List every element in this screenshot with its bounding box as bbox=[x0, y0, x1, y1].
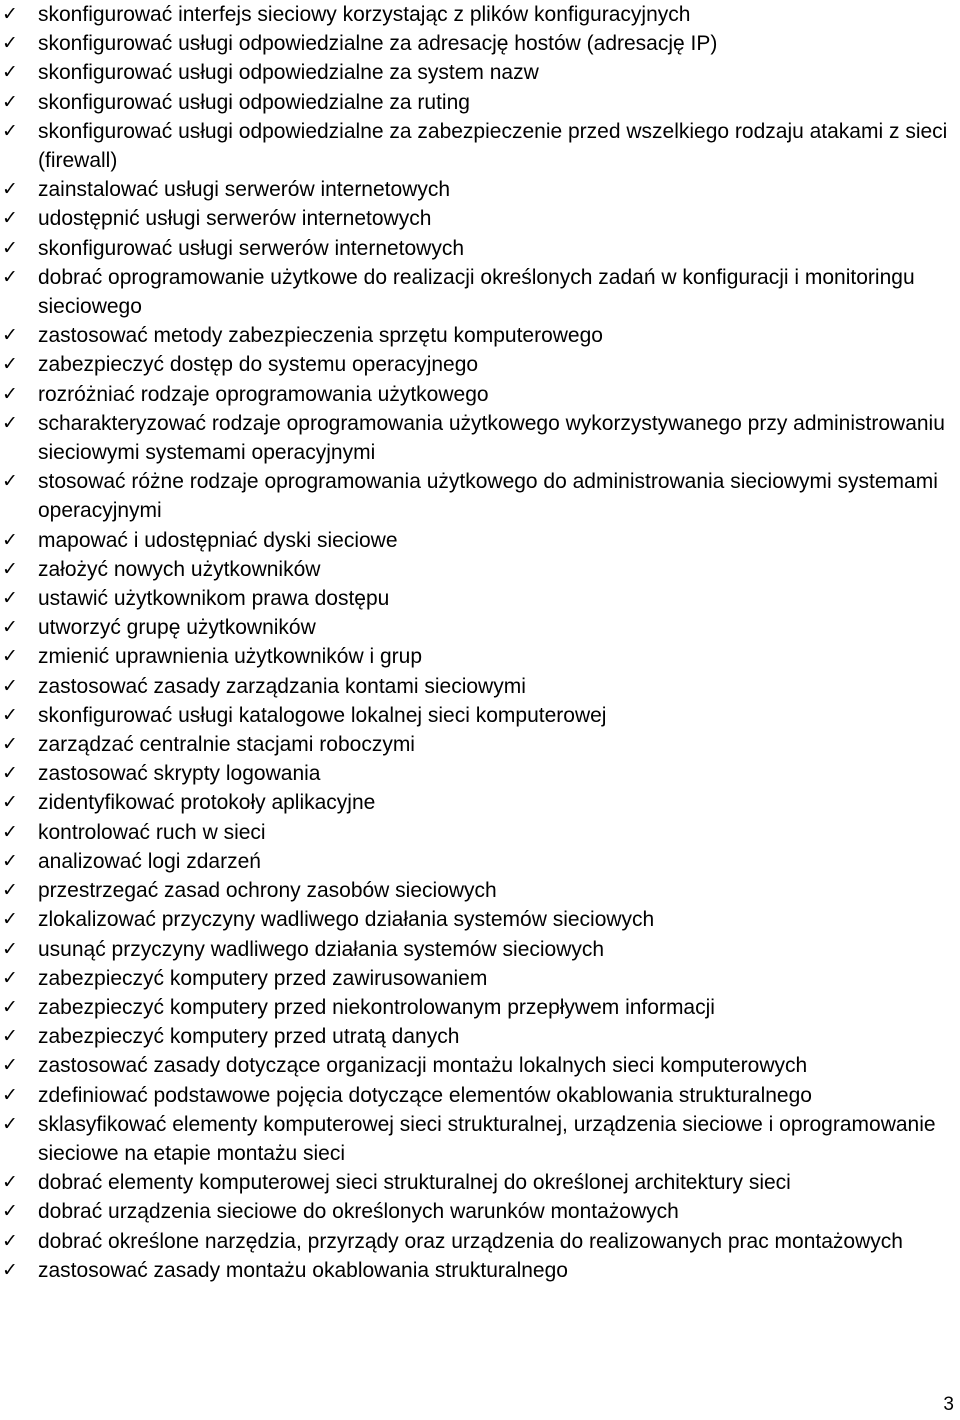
checklist-item-text: zabezpieczyć komputery przed niekontrolowanym przepływem informacji bbox=[38, 995, 715, 1019]
checklist-item-text: stosować różne rodzaje oprogramowania użytkowego do administrowania sieciowymi systemami operacyjnymi bbox=[38, 470, 938, 523]
checkmark-icon: ✓ bbox=[2, 382, 18, 405]
checklist-item-text: skonfigurować usługi odpowiedzialne za system nazw bbox=[38, 61, 539, 85]
checklist-item bbox=[0, 584, 960, 613]
checkmark-icon: ✓ bbox=[2, 820, 18, 843]
checkmark-icon: ✓ bbox=[2, 119, 18, 142]
checklist-item-text: skonfigurować interfejs sieciowy korzystając z plików konfiguracyjnych bbox=[38, 3, 691, 26]
checklist-item-text: sklasyfikować elementy komputerowej sieci strukturalnej, urządzenia sieciowe i oprogramowanie sieciowe na etapie montażu sieci bbox=[38, 1112, 936, 1165]
checklist-item-text: udostępnić usługi serwerów internetowych bbox=[38, 207, 432, 231]
checklist-item bbox=[0, 701, 960, 730]
checkmark-icon: ✓ bbox=[2, 1258, 18, 1281]
checklist-item bbox=[0, 204, 960, 233]
checklist-item-text: zastosować skrypty logowania bbox=[38, 762, 321, 786]
checkmark-icon: ✓ bbox=[2, 645, 18, 668]
checklist-item bbox=[0, 321, 960, 350]
checkmark-icon: ✓ bbox=[2, 1171, 18, 1194]
checkmark-icon: ✓ bbox=[2, 1025, 18, 1048]
checklist-item-text: dobrać elementy komputerowej sieci strukturalnej do określonej architektury sieci bbox=[38, 1171, 791, 1195]
checkmark-icon: ✓ bbox=[2, 1229, 18, 1252]
checkmark-icon: ✓ bbox=[2, 966, 18, 989]
checklist-item-text: zainstalować usługi serwerów internetowych bbox=[38, 178, 451, 202]
page-number: 3 bbox=[943, 1394, 954, 1415]
checklist-item bbox=[0, 759, 960, 788]
checklist-item-text: zabezpieczyć komputery przed utratą danych bbox=[38, 1025, 460, 1049]
checklist-item bbox=[0, 876, 960, 905]
checklist-item bbox=[0, 1051, 960, 1080]
checkmark-icon: ✓ bbox=[2, 265, 18, 288]
checklist-item-text: kontrolować ruch w sieci bbox=[38, 820, 266, 844]
checkmark-icon: ✓ bbox=[2, 937, 18, 960]
checkmark-icon: ✓ bbox=[2, 324, 18, 347]
checklist-item-text: zlokalizować przyczyny wadliwego działania systemów sieciowych bbox=[38, 908, 655, 932]
checkmark-icon: ✓ bbox=[2, 3, 18, 25]
checklist-item bbox=[0, 1110, 960, 1168]
checklist-item-text: dobrać określone narzędzia, przyrządy oraz urządzenia do realizowanych prac montażowych bbox=[38, 1229, 903, 1253]
checklist-item bbox=[0, 935, 960, 964]
checklist-item-text: dobrać oprogramowanie użytkowe do realizacji określonych zadań w konfiguracji i monitoringu sieciowego bbox=[38, 265, 915, 319]
checklist-item-text: analizować logi zdarzeń bbox=[38, 849, 261, 873]
checklist-item-text: skonfigurować usługi katalogowe lokalnej sieci komputerowej bbox=[38, 703, 607, 727]
checklist-item bbox=[0, 0, 960, 29]
checkmark-icon: ✓ bbox=[2, 1200, 18, 1223]
checklist-item bbox=[0, 555, 960, 584]
checklist-item-text: założyć nowych użytkowników bbox=[38, 557, 321, 581]
checklist-item bbox=[0, 58, 960, 87]
checkmark-icon: ✓ bbox=[2, 703, 18, 726]
checkmark-icon: ✓ bbox=[2, 733, 18, 756]
checklist-item-text: skonfigurować usługi odpowiedzialne za zabezpieczenie przed wszelkiego rodzaju atakami z sieci (firewall) bbox=[38, 119, 948, 173]
checklist-item-text: zastosować metody zabezpieczenia sprzętu komputerowego bbox=[38, 324, 603, 348]
checkmark-icon: ✓ bbox=[2, 236, 18, 259]
checkmark-icon: ✓ bbox=[2, 411, 18, 434]
checklist-item-text: skonfigurować usługi odpowiedzialne za ruting bbox=[38, 90, 470, 114]
checklist-item bbox=[0, 526, 960, 555]
checkmark-icon: ✓ bbox=[2, 178, 18, 201]
checklist-item-text: ustawić użytkownikom prawa dostępu bbox=[38, 587, 390, 611]
checklist-item bbox=[0, 1227, 960, 1256]
checkmark-icon: ✓ bbox=[2, 587, 18, 610]
checklist-item bbox=[0, 409, 960, 467]
checklist-item-text: rozróżniać rodzaje oprogramowania użytkowego bbox=[38, 382, 489, 406]
checkmark-icon: ✓ bbox=[2, 353, 18, 376]
checkmark-icon: ✓ bbox=[2, 61, 18, 84]
checkmark-icon: ✓ bbox=[2, 528, 18, 551]
checklist-item bbox=[0, 467, 960, 525]
checkmark-icon: ✓ bbox=[2, 791, 18, 814]
checklist-item bbox=[0, 613, 960, 642]
checklist-item-text: zastosować zasady montażu okablowania strukturalnego bbox=[38, 1258, 568, 1282]
checkmark-icon: ✓ bbox=[2, 90, 18, 113]
checklist-item bbox=[0, 1256, 960, 1285]
checklist-item bbox=[0, 263, 960, 321]
checklist-item bbox=[0, 234, 960, 263]
checklist-item bbox=[0, 1081, 960, 1110]
checklist-item bbox=[0, 1168, 960, 1197]
checkmark-icon: ✓ bbox=[2, 557, 18, 580]
checklist-item bbox=[0, 730, 960, 759]
checkmark-icon: ✓ bbox=[2, 470, 18, 493]
checklist-item bbox=[0, 175, 960, 204]
checklist-item-text: zmienić uprawnienia użytkowników i grup bbox=[38, 645, 423, 669]
checklist-item-text: zidentyfikować protokoły aplikacyjne bbox=[38, 791, 376, 815]
checkmark-icon: ✓ bbox=[2, 849, 18, 872]
checkmark-icon: ✓ bbox=[2, 32, 18, 55]
checklist-item bbox=[0, 905, 960, 934]
checkmark-icon: ✓ bbox=[2, 1054, 18, 1077]
checklist-item bbox=[0, 1022, 960, 1051]
checklist-item bbox=[0, 672, 960, 701]
checkmark-icon: ✓ bbox=[2, 616, 18, 639]
checklist-item-text: mapować i udostępniać dyski sieciowe bbox=[38, 528, 398, 552]
checkmark-icon: ✓ bbox=[2, 995, 18, 1018]
checklist-item-text: zabezpieczyć komputery przed zawirusowaniem bbox=[38, 966, 488, 990]
checklist-item-text: dobrać urządzenia sieciowe do określonych warunków montażowych bbox=[38, 1200, 679, 1224]
checklist-item-text: zastosować zasady zarządzania kontami sieciowymi bbox=[38, 674, 526, 698]
checklist-item bbox=[0, 964, 960, 993]
checklist-item bbox=[0, 642, 960, 671]
checklist-item-text: scharakteryzować rodzaje oprogramowania użytkowego wykorzystywanego przy administrowaniu sieciowymi systemami operacyjnymi bbox=[38, 411, 945, 465]
checkmark-icon: ✓ bbox=[2, 1112, 18, 1135]
checklist-item-text: skonfigurować usługi serwerów internetowych bbox=[38, 236, 465, 260]
checkmark-icon: ✓ bbox=[2, 879, 18, 902]
checklist-item-text: utworzyć grupę użytkowników bbox=[38, 616, 316, 640]
checklist-item-text: zastosować zasady dotyczące organizacji montażu lokalnych sieci komputerowych bbox=[38, 1054, 808, 1078]
checklist-item bbox=[0, 788, 960, 817]
checklist-item bbox=[0, 88, 960, 117]
checklist-item bbox=[0, 1197, 960, 1226]
checklist-item-text: zabezpieczyć dostęp do systemu operacyjnego bbox=[38, 353, 479, 377]
checklist-item bbox=[0, 380, 960, 409]
checklist-item bbox=[0, 993, 960, 1022]
checklist-item bbox=[0, 847, 960, 876]
checklist-item-text: zarządzać centralnie stacjami roboczymi bbox=[38, 733, 415, 757]
checklist-item bbox=[0, 117, 960, 175]
checkmark-icon: ✓ bbox=[2, 908, 18, 931]
checklist-item bbox=[0, 29, 960, 58]
checklist-item-text: skonfigurować usługi odpowiedzialne za adresację hostów (adresację IP) bbox=[38, 32, 718, 56]
checklist-item-text: przestrzegać zasad ochrony zasobów sieciowych bbox=[38, 879, 497, 903]
checkmark-icon: ✓ bbox=[2, 207, 18, 230]
checklist-item bbox=[0, 818, 960, 847]
checkmark-icon: ✓ bbox=[2, 762, 18, 785]
checkmark-icon: ✓ bbox=[2, 674, 18, 697]
checklist-item-text: zdefiniować podstawowe pojęcia dotyczące elementów okablowania strukturalnego bbox=[38, 1083, 812, 1107]
checklist-item bbox=[0, 350, 960, 379]
checkmark-icon: ✓ bbox=[2, 1083, 18, 1106]
checklist-item-text: usunąć przyczyny wadliwego działania systemów sieciowych bbox=[38, 937, 605, 961]
